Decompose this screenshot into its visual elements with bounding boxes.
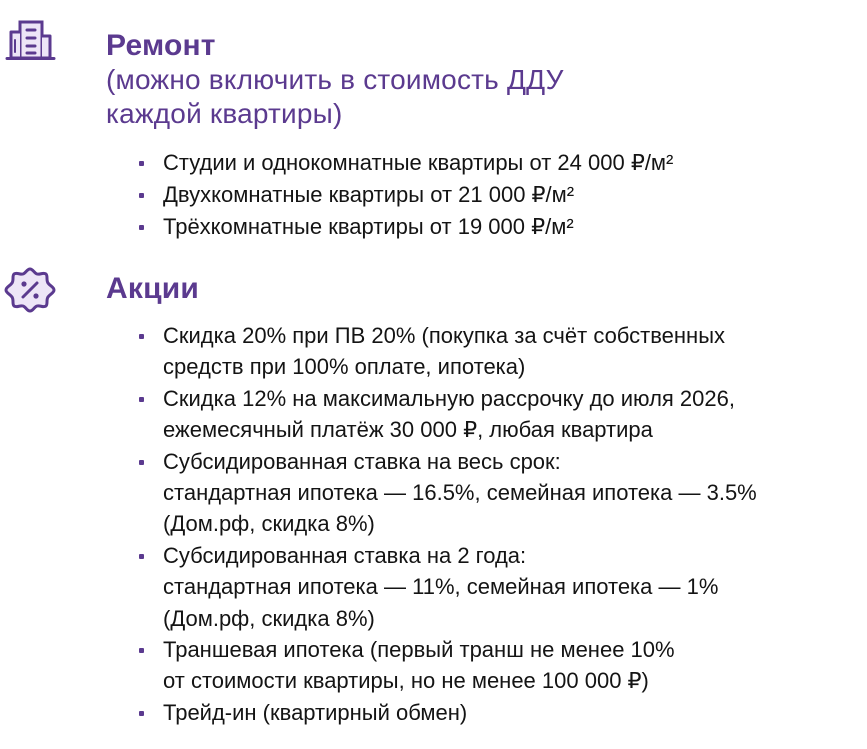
bullet-marker [139,460,144,465]
bullet-marker [139,193,144,198]
list-item-text-line-3: (Дом.рф, скидка 8%) [163,511,375,537]
bullet-marker [139,161,144,166]
list-item-text-line-2: от стоимости квартиры, но не менее 100 000 ₽) [163,668,649,694]
list-item [136,147,856,179]
list-item [136,446,856,540]
list-item-text-line-2: стандартная ипотека — 16.5%, семейная ипотека — 3.5% [163,480,757,506]
promotions-list [136,320,856,728]
bullet-marker [139,397,144,402]
renovation-subtitle-line-1: (можно включить в стоимость ДДУ [106,64,564,95]
list-item [136,634,856,697]
list-item-text-line-3: (Дом.рф, скидка 8%) [163,605,375,631]
bullet-marker [139,225,144,230]
list-item-text-line-1: Траншевая ипотека (первый транш не менее 10% [163,637,675,663]
bullet-marker [139,648,144,653]
renovation-price-list [136,147,856,243]
list-item-text-line-1: Скидка 12% на максимальную рассрочку до июля 2026, [163,385,735,411]
list-item [136,540,856,634]
renovation-heading [106,29,564,131]
building-icon [4,12,56,64]
list-item-text-line-1: Субсидированная ставка на 2 года: [163,542,527,568]
promotions-title: Акции [106,272,200,305]
bullet-marker [139,711,144,716]
list-item-text: Двухкомнатные квартиры от 21 000 ₽/м² [163,182,575,207]
list-item-text-line-2: ежемесячный платёж 30 000 ₽, любая квартира [163,417,653,443]
promotions-heading [106,272,199,306]
list-item-text: Трёхкомнатные квартиры от 19 000 ₽/м² [163,214,574,239]
list-item [136,697,856,728]
list-item [136,179,856,211]
list-item [136,320,856,383]
renovation-subtitle-line-2: каждой квартиры) [106,98,343,129]
list-item [136,211,856,243]
discount-badge-icon [4,264,56,316]
list-item [136,383,856,446]
list-item-text-line-1: Трейд-ин (квартирный обмен) [163,699,468,725]
bullet-marker [139,554,144,559]
list-item-text-line-1: Скидка 20% при ПВ 20% (покупка за счёт собственных [163,323,726,348]
bullet-marker [139,334,144,339]
list-item-text-line-1: Субсидированная ставка на весь срок: [163,448,561,474]
renovation-title: Ремонт [106,29,216,62]
list-item-text-line-2: стандартная ипотека — 11%, семейная ипотека — 1% [163,574,719,600]
list-item-text-line-2: средств при 100% оплате, ипотека) [163,354,526,380]
list-item-text: Студии и однокомнатные квартиры от 24 000 ₽/м² [163,150,674,175]
